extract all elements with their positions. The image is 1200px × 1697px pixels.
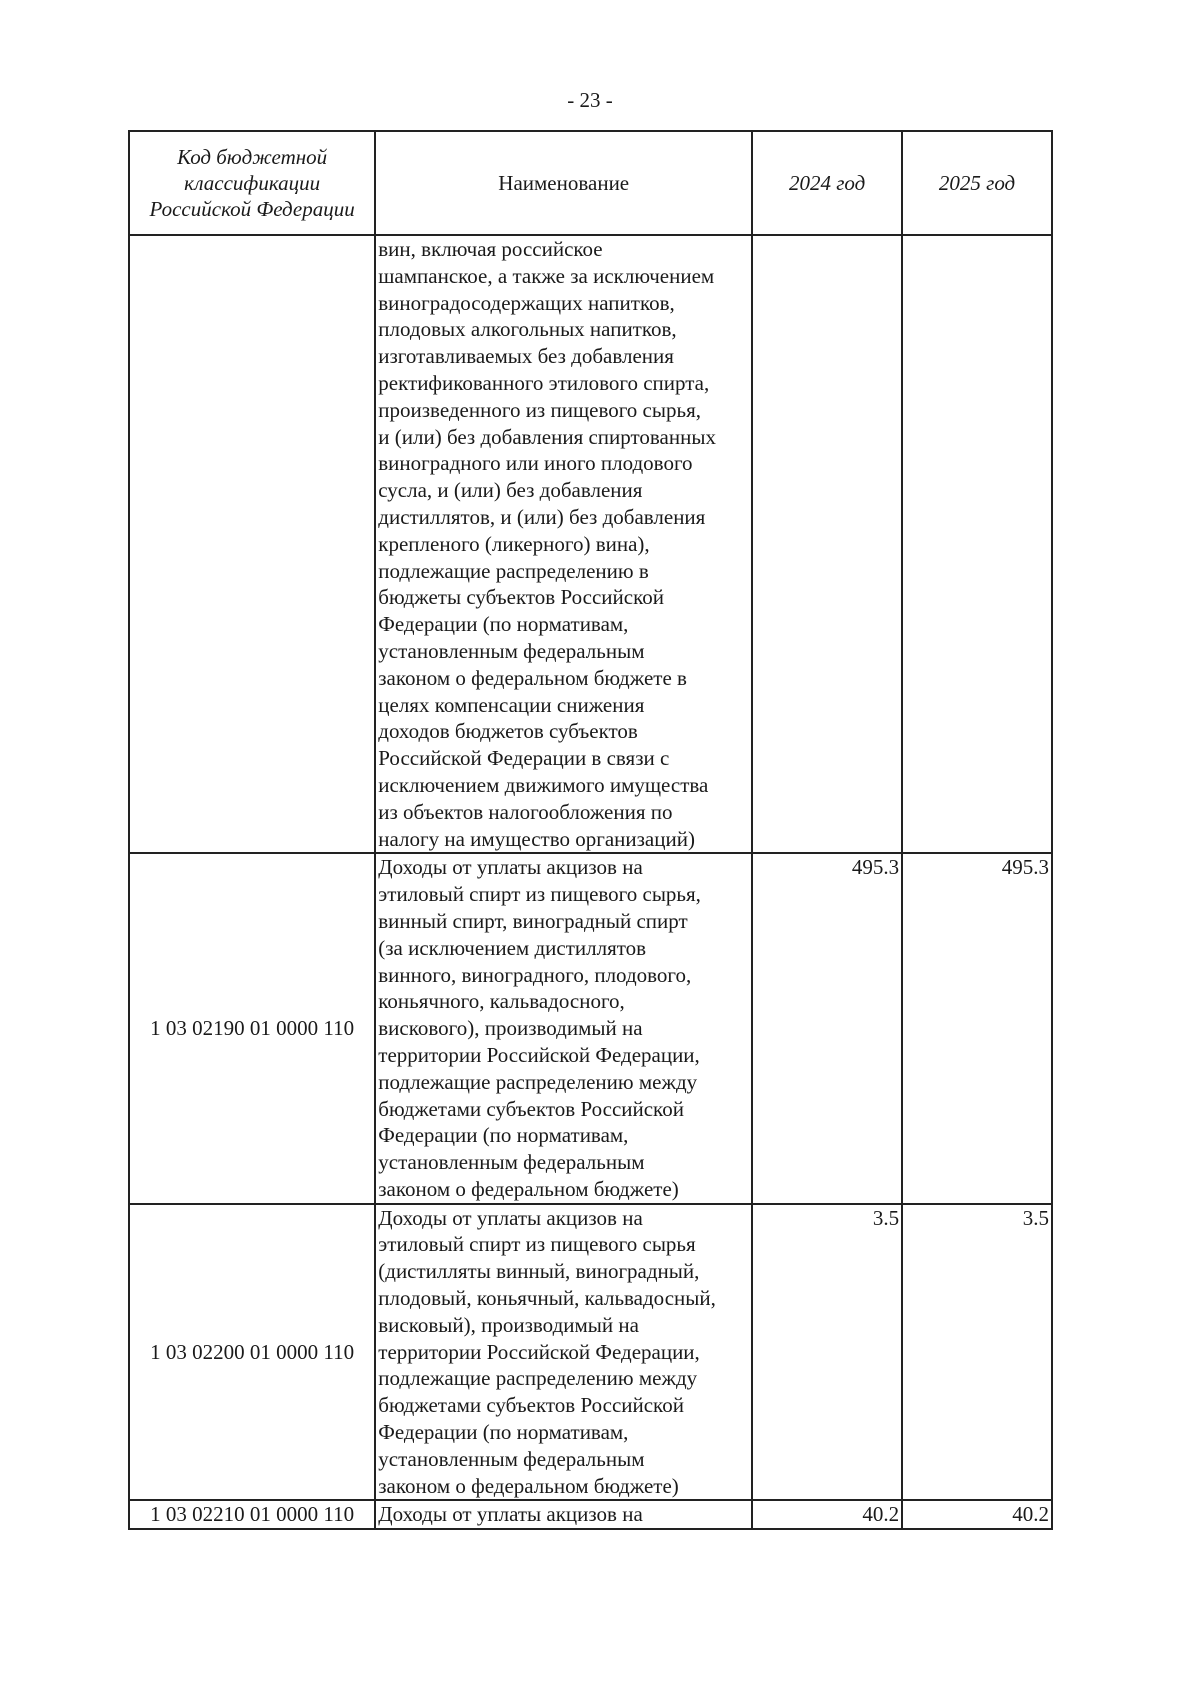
name-text-line: бюджеты субъектов Российской <box>378 585 664 610</box>
header-code: Код бюджетной классификации Российской Федерации <box>129 131 375 235</box>
revenue-name-cell <box>375 235 752 853</box>
header-year-2025: 2025 год <box>902 131 1052 235</box>
name-text-line: дистиллятов, и (или) без добавления <box>378 504 706 529</box>
name-text-line: Федерации (по нормативам, <box>378 612 629 637</box>
name-text-line: виноградосодержащих напитков, <box>378 290 675 315</box>
revenue-name-cell <box>375 1204 752 1501</box>
name-text-line: вискового), производимый на <box>378 1016 643 1041</box>
name-text-line: установленным федеральным <box>378 638 645 663</box>
name-text-line: доходов бюджетов субъектов <box>378 719 638 744</box>
name-text-line: налогу на имущество организаций) <box>378 826 695 851</box>
amount-2025-cell <box>902 235 1052 853</box>
amount-2024-cell: 3.5 <box>752 1204 902 1501</box>
name-text-line: виноградного или иного плодового <box>378 451 693 476</box>
name-text-line: шампанское, а также за исключением <box>378 263 715 288</box>
name-text-line: законом о федеральном бюджете) <box>378 1176 679 1201</box>
name-text-line: законом о федеральном бюджете) <box>378 1473 679 1498</box>
amount-2025-cell: 3.5 <box>902 1204 1052 1501</box>
table-row <box>129 853 1052 1203</box>
name-text-line: законом о федеральном бюджете в <box>378 665 687 690</box>
name-text-line: плодовый, коньячный, кальвадосный, <box>378 1286 716 1311</box>
name-text-line: винного, виноградного, плодового, <box>378 962 692 987</box>
budget-revenue-table <box>128 130 1053 1530</box>
name-text-line: Доходы от уплаты акцизов на <box>378 1502 643 1527</box>
table-row <box>129 1204 1052 1501</box>
amount-2024-cell: 495.3 <box>752 853 902 1203</box>
name-text-line: плодовых алкогольных напитков, <box>378 317 677 342</box>
name-text-line: Доходы от уплаты акцизов на <box>378 1205 643 1230</box>
name-text-line: Федерации (по нормативам, <box>378 1420 629 1445</box>
name-text-line: установленным федеральным <box>378 1150 645 1175</box>
name-text-line: этиловый спирт из пищевого сырья, <box>378 882 701 907</box>
budget-code-cell <box>129 235 375 853</box>
revenue-name-cell <box>375 1500 752 1529</box>
name-text-line: висковый), производимый на <box>378 1312 639 1337</box>
amount-2025-cell: 495.3 <box>902 853 1052 1203</box>
name-text-line: Федерации (по нормативам, <box>378 1123 629 1148</box>
name-text-line: сусла, и (или) без добавления <box>378 478 643 503</box>
table-row <box>129 235 1052 853</box>
name-text-line: целях компенсации снижения <box>378 692 645 717</box>
name-text-line: коньячного, кальвадосного, <box>378 989 625 1014</box>
name-text-line: крепленого (ликерного) вина), <box>378 531 650 556</box>
name-text-line: этиловый спирт из пищевого сырья <box>378 1232 696 1257</box>
header-name: Наименование <box>375 131 752 235</box>
budget-code-cell: 1 03 02200 01 0000 110 <box>129 1204 375 1501</box>
name-text-line: подлежащие распределению в <box>378 558 649 583</box>
name-text-line: и (или) без добавления спиртованных <box>378 424 716 449</box>
table-header-row <box>129 131 1052 235</box>
name-text-line: бюджетами субъектов Российской <box>378 1393 684 1418</box>
name-text-line: изготавливаемых без добавления <box>378 344 674 369</box>
name-text-line: Российской Федерации в связи с <box>378 746 670 771</box>
page-number: - 23 - <box>567 88 613 112</box>
name-text-line: исключением движимого имущества <box>378 772 709 797</box>
amount-2024-cell <box>752 235 902 853</box>
name-text-line: (дистилляты винный, виноградный, <box>378 1259 700 1284</box>
name-text-line: (за исключением дистиллятов <box>378 935 647 960</box>
name-text-line: территории Российской Федерации, <box>378 1339 700 1364</box>
budget-code-cell: 1 03 02210 01 0000 110 <box>129 1500 375 1529</box>
name-text-line: подлежащие распределению между <box>378 1069 698 1094</box>
amount-2025-cell: 40.2 <box>902 1500 1052 1529</box>
table-body <box>129 235 1052 1529</box>
name-text-line: винный спирт, виноградный спирт <box>378 908 688 933</box>
name-text-line: подлежащие распределению между <box>378 1366 698 1391</box>
name-text-line: Доходы от уплаты акцизов на <box>378 855 643 880</box>
amount-2024-cell: 40.2 <box>752 1500 902 1529</box>
name-text-line: установленным федеральным <box>378 1446 645 1471</box>
table-row <box>129 1500 1052 1529</box>
name-text-line: из объектов налогообложения по <box>378 799 673 824</box>
revenue-name-cell <box>375 853 752 1203</box>
name-text-line: ректификованного этилового спирта, <box>378 370 710 395</box>
name-text-line: территории Российской Федерации, <box>378 1042 700 1067</box>
name-text-line: произведенного из пищевого сырья, <box>378 397 701 422</box>
name-text-line: вин, включая российское <box>378 237 603 261</box>
name-text-line: бюджетами субъектов Российской <box>378 1096 684 1121</box>
header-year-2024: 2024 год <box>752 131 902 235</box>
budget-code-cell: 1 03 02190 01 0000 110 <box>129 853 375 1203</box>
